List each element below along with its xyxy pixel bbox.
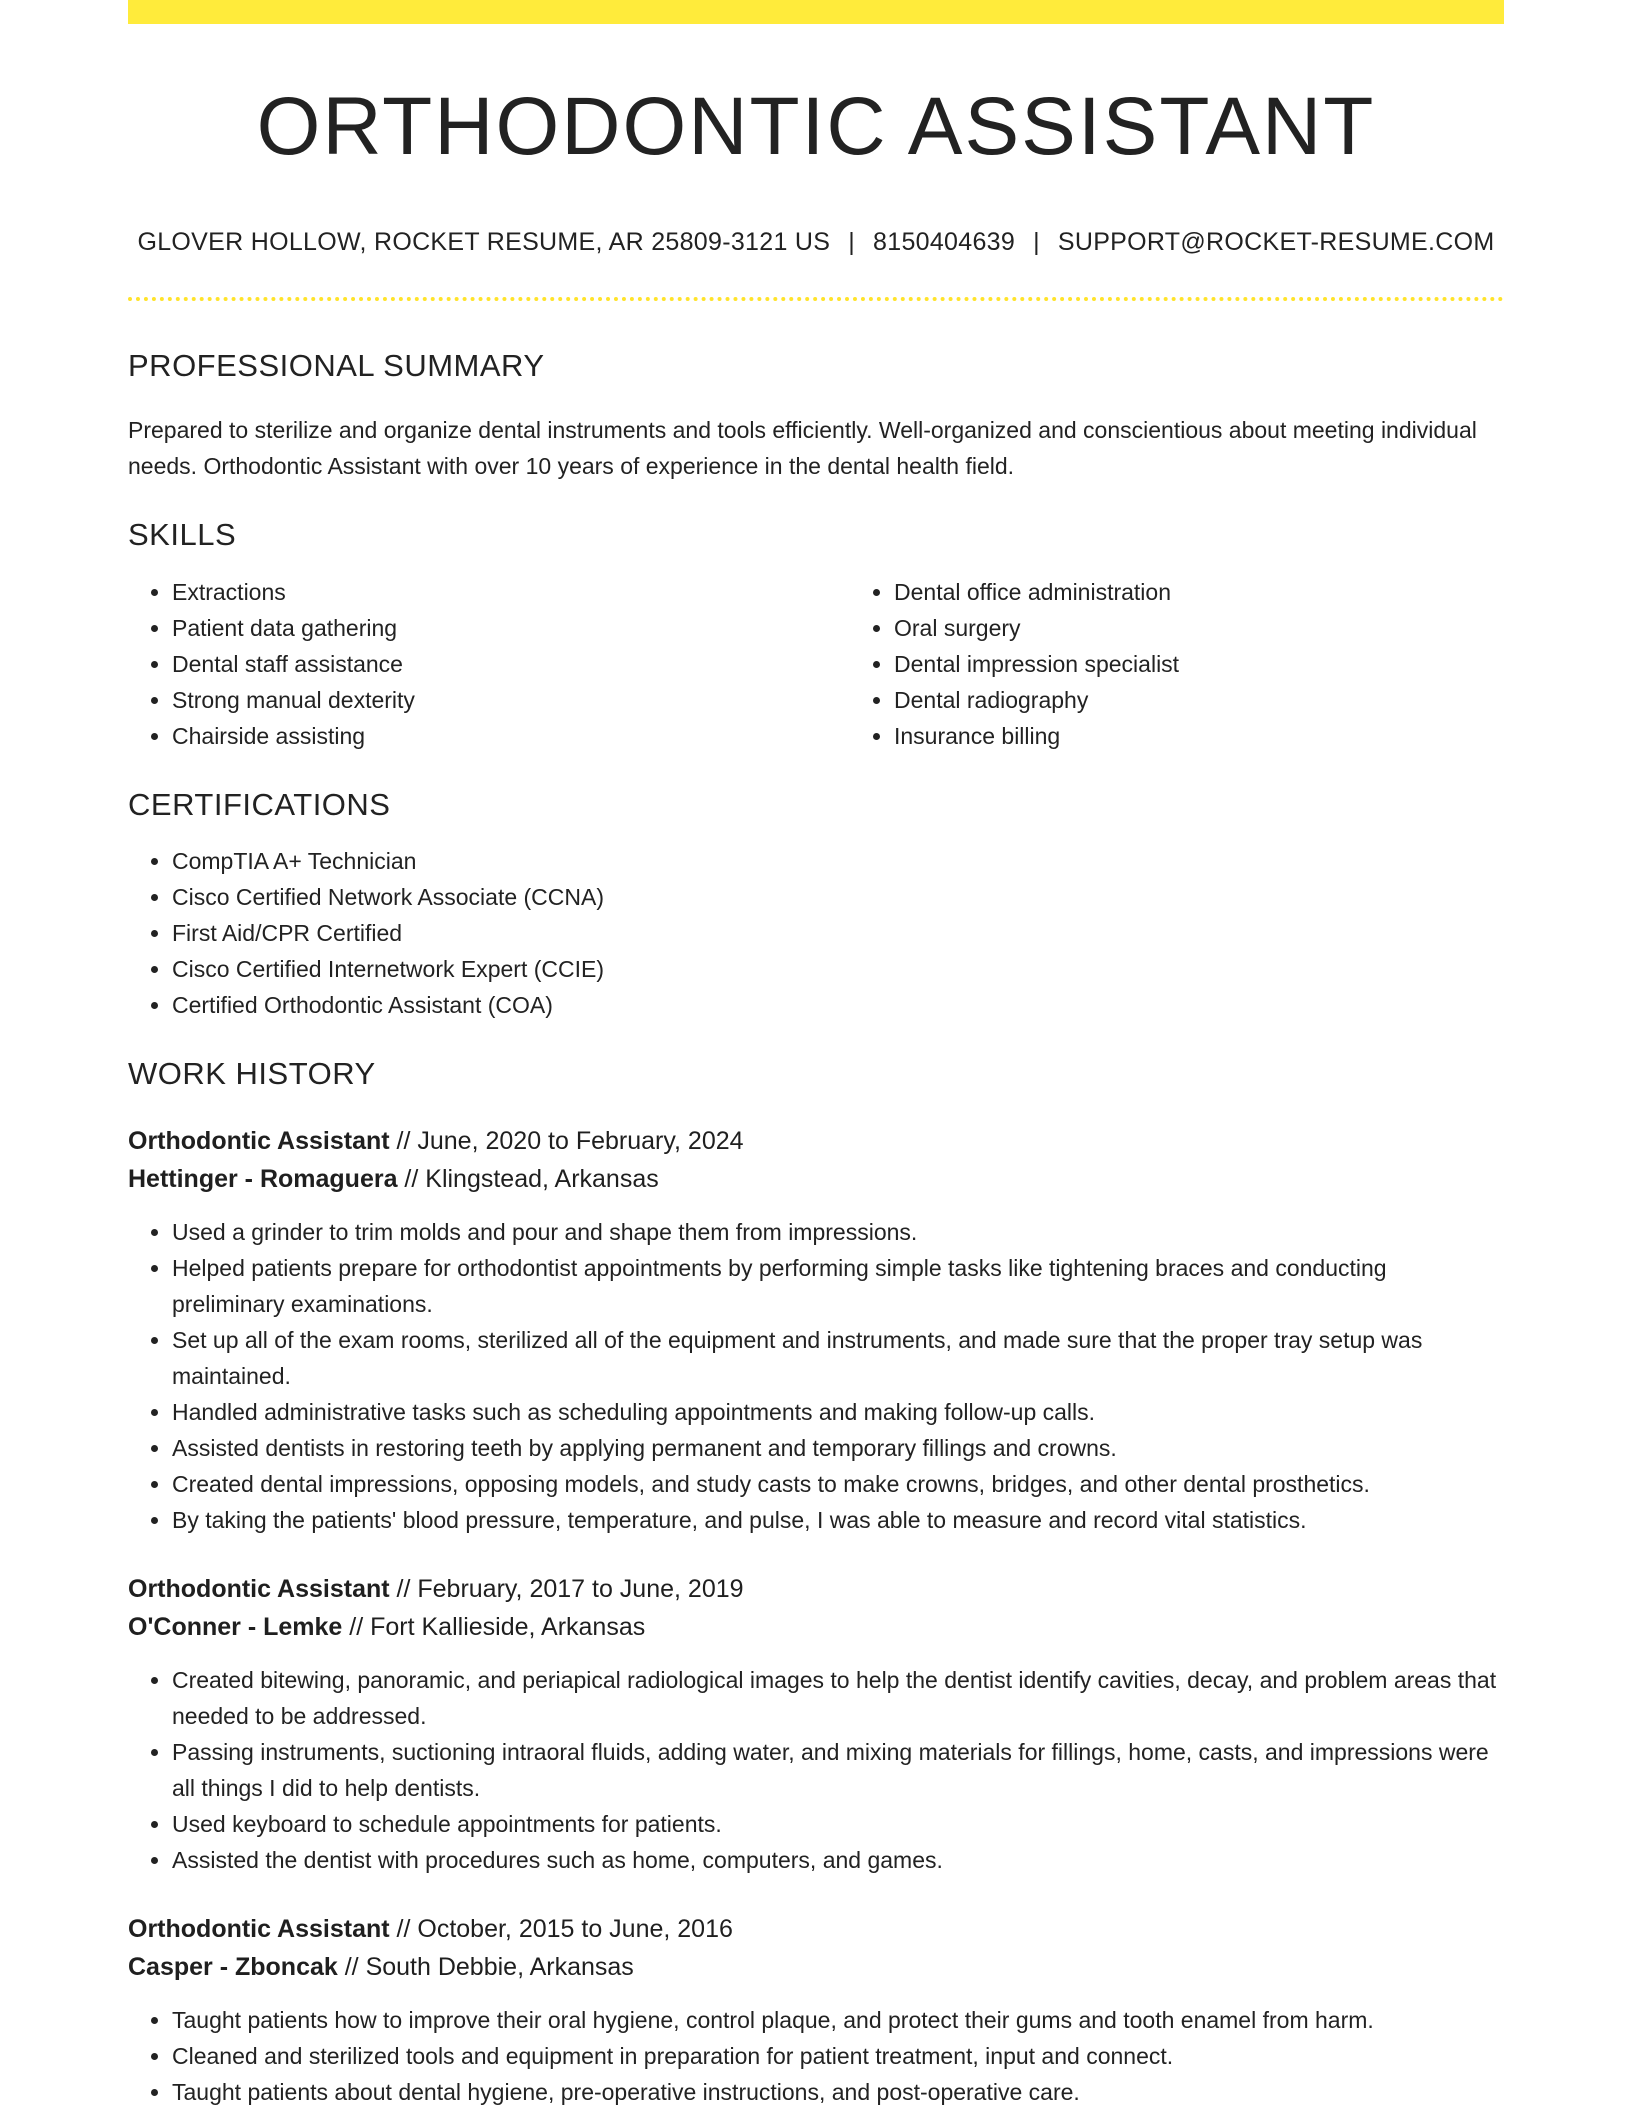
jobs-container [128, 1122, 1504, 2110]
job-dates: // October, 2015 to June, 2016 [389, 1914, 733, 1943]
job-title: Orthodontic Assistant [128, 1126, 390, 1155]
list-item: • Passing instruments, suctioning intraoral fluids, adding water, and mixing materials for fillings, home, casts, and impressions were all things I did to help dentists. [172, 1734, 1504, 1806]
job-company-line [128, 1160, 1504, 1198]
list-item: • Used a grinder to trim molds and pour and shape them from impressions. [172, 1214, 1504, 1250]
contact-email[interactable]: SUPPORT@ROCKET-RESUME.COM [1057, 228, 1495, 257]
job-location: // Klingstead, Arkansas [397, 1164, 659, 1193]
list-item: • By taking the patients' blood pressure, temperature, and pulse, I was able to measure and record vital statistics. [172, 1502, 1504, 1538]
certifications-list [128, 843, 1504, 1023]
dotted-divider [128, 297, 1504, 301]
list-item: • Patient data gathering [172, 610, 850, 646]
job-title-line [128, 1122, 1504, 1160]
list-item: • Dental staff assistance [172, 646, 850, 682]
job-location: // South Debbie, Arkansas [337, 1952, 634, 1981]
list-item: • Dental office administration [894, 574, 1572, 610]
job-company: O'Conner - Lemke [128, 1612, 343, 1641]
list-item: • Dental radiography [894, 682, 1572, 718]
list-item: • Cisco Certified Internetwork Expert (CCIE) [172, 951, 1504, 987]
list-item: • Oral surgery [894, 610, 1572, 646]
list-item: • Assisted dentists in restoring teeth by applying permanent and temporary fillings and crowns. [172, 1430, 1504, 1466]
job-bullets [128, 1662, 1504, 1878]
contact-phone: 8150404639 [873, 228, 1016, 257]
skills-list-left [128, 574, 850, 754]
job-title: Orthodontic Assistant [128, 1914, 390, 1943]
skills-columns [128, 574, 1504, 754]
list-item: • Extractions [172, 574, 850, 610]
list-item: • Created dental impressions, opposing models, and study casts to make crowns, bridges, and other dental prosthetics. [172, 1466, 1504, 1502]
list-item: • Created bitewing, panoramic, and periapical radiological images to help the dentist identify cavities, decay, and problem areas that needed to be addressed. [172, 1662, 1504, 1734]
work-history-heading: WORK HISTORY [128, 1055, 376, 1091]
skills-heading: SKILLS [128, 517, 237, 553]
job-entry [128, 1122, 1504, 1538]
list-item: • Helped patients prepare for orthodontist appointments by performing simple tasks like tightening braces and conducting preliminary examinations. [172, 1250, 1504, 1322]
job-bullets [128, 1214, 1504, 1538]
job-title-line [128, 1910, 1504, 1948]
resume-page [128, 0, 1504, 2110]
list-item: • Used keyboard to schedule appointments for patients. [172, 1806, 1504, 1842]
work-history-section [128, 1055, 1504, 2110]
top-accent-bar [128, 0, 1504, 24]
list-item: • Handled administrative tasks such as scheduling appointments and making follow-up calls. [172, 1394, 1504, 1430]
job-company: Hettinger - Romaguera [128, 1164, 398, 1193]
list-item: • Certified Orthodontic Assistant (COA) [172, 987, 1504, 1023]
job-dates: // June, 2020 to February, 2024 [389, 1126, 744, 1155]
list-item: • Cisco Certified Network Associate (CCNA) [172, 879, 1504, 915]
list-item: • Cleaned and sterilized tools and equipment in preparation for patient treatment, input and connect. [172, 2038, 1504, 2074]
list-item: • Chairside assisting [172, 718, 850, 754]
job-company-line [128, 1948, 1504, 1986]
summary-text: Prepared to sterilize and organize dental instruments and tools efficiently. Well-organized and conscientious about meeting individual needs. Orthodontic Assistant with over 10 years of experience in the dental health field. [128, 417, 1477, 480]
job-company-line [128, 1608, 1504, 1646]
contact-separator: | [1033, 228, 1040, 257]
list-item: • Insurance billing [894, 718, 1572, 754]
list-item: • Assisted the dentist with procedures such as home, computers, and games. [172, 1842, 1504, 1878]
list-item: • Set up all of the exam rooms, sterilized all of the equipment and instruments, and made sure that the proper tray setup was maintained. [172, 1322, 1504, 1394]
list-item: • Strong manual dexterity [172, 682, 850, 718]
certifications-heading: CERTIFICATIONS [128, 786, 391, 822]
job-title-line [128, 1570, 1504, 1608]
job-bullets [128, 2002, 1504, 2110]
skills-list-right [850, 574, 1572, 754]
contact-address: GLOVER HOLLOW, ROCKET RESUME, AR 25809-3121 US [137, 228, 831, 257]
list-item: • Taught patients how to improve their oral hygiene, control plaque, and protect their gums and tooth enamel from harm. [172, 2002, 1504, 2038]
job-title: Orthodontic Assistant [128, 1574, 390, 1603]
list-item: • Taught patients about dental hygiene, pre-operative instructions, and post-operative care. [172, 2074, 1504, 2110]
summary-section [128, 347, 1504, 484]
job-dates: // February, 2017 to June, 2019 [389, 1574, 744, 1603]
list-item: • CompTIA A+ Technician [172, 843, 1504, 879]
skills-section [128, 516, 1504, 753]
job-entry [128, 1910, 1504, 2110]
resume-name: ORTHODONTIC ASSISTANT [256, 81, 1376, 172]
list-item: • Dental impression specialist [894, 646, 1572, 682]
certifications-section [128, 786, 1504, 1023]
contact-line [128, 228, 1504, 257]
job-entry [128, 1570, 1504, 1878]
contact-separator: | [848, 228, 856, 257]
job-company: Casper - Zboncak [128, 1952, 338, 1981]
list-item: • First Aid/CPR Certified [172, 915, 1504, 951]
summary-heading: PROFESSIONAL SUMMARY [128, 348, 545, 384]
job-location: // Fort Kallieside, Arkansas [342, 1612, 646, 1641]
